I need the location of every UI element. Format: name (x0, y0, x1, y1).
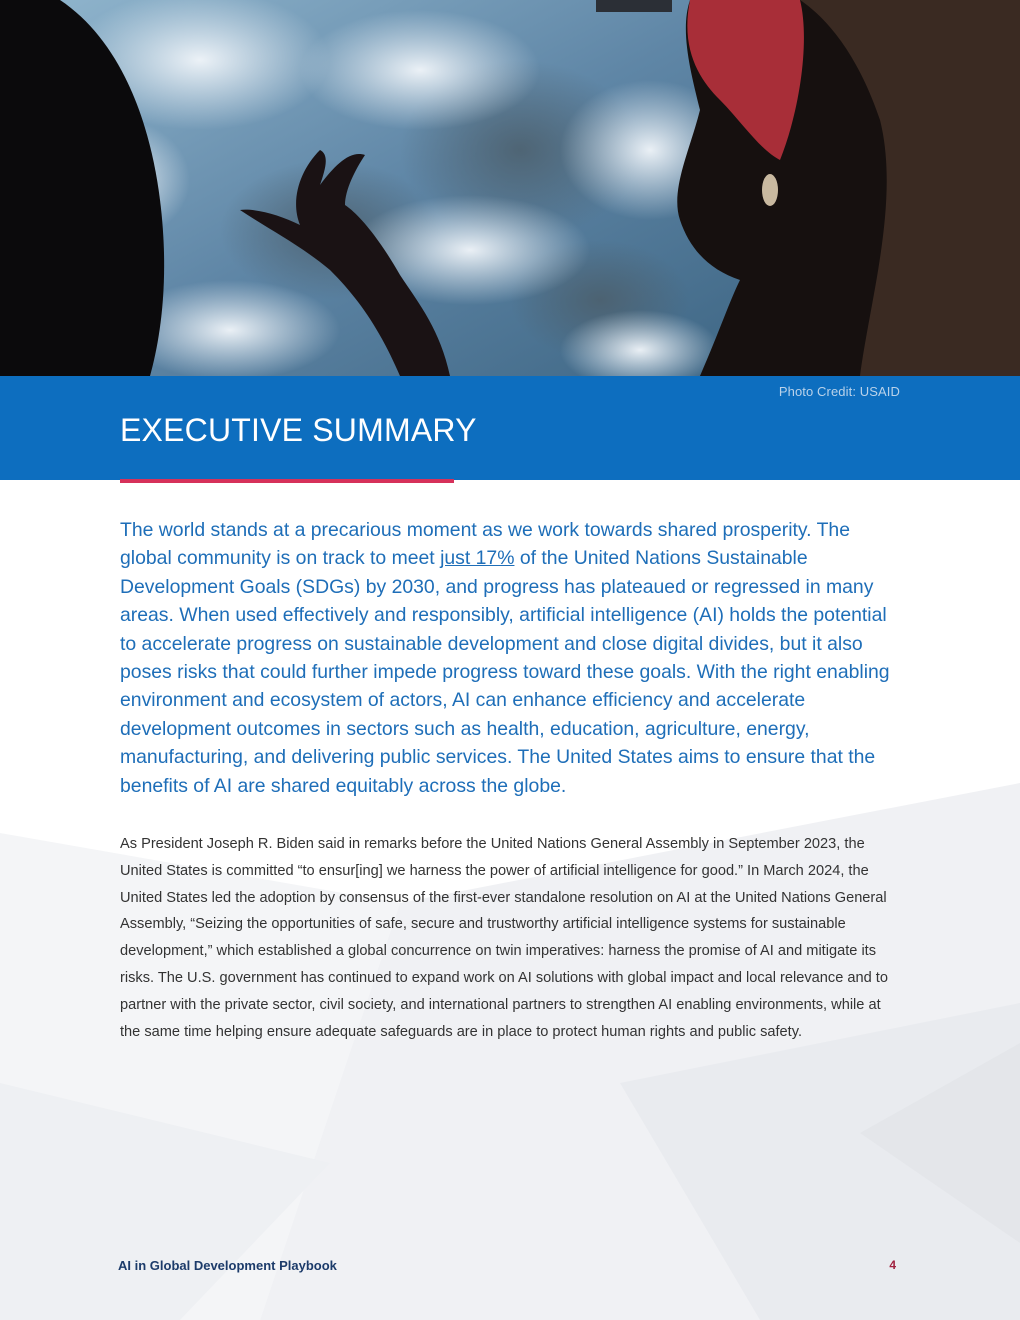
lead-text-end: of the United Nations Sustainable Development Goals (SDGs) by 2030, and progress has plateaued or regressed in many areas. When used effectively and responsibly, artificial intelligence (AI) holds the potential to accelerate progress on sustainable development and close digital divides, but it also poses risks that could further impede progress toward these goals. With the right enabling environment and ecosystem of actors, AI can enhance efficiency and accelerate development outcomes in sectors such as health, education, agriculture, energy, manufacturing, and delivering public services. The United States aims to ensure that the benefits of AI are shared equitably across the globe. (120, 547, 890, 797)
photo-credit: Photo Credit: USAID (778, 384, 900, 399)
sdg-progress-link[interactable]: just 17% (440, 547, 515, 570)
footer-document-title: AI in Global Development Playbook (118, 1258, 337, 1273)
lead-text-start: The world stands at a precarious moment as we work towards shared prosperity. The global community is on track to meet (120, 519, 850, 570)
page-number: 4 (889, 1258, 896, 1272)
title-banner (0, 376, 1020, 480)
body-paragraph: As President Joseph R. Biden said in remarks before the United Nations General Assembly in September 2023, the United States is committed “to ensur[ing] we harness the power of artificial intelligence for good.” In March 2024, the United States led the adoption by consensus of the first-ever standalone resolution on AI at the United Nations General Assembly, “Seizing the opportunities of safe, secure and trustworthy artificial intelligence systems for sustainable development,” which established a global concurrence on twin imperatives: harness the promise of AI and mitigate its risks. The U.S. government has continued to expand work on AI solutions with global impact and local relevance and to partner with the private sector, civil society, and international partners to strengthen AI enabling environments, while at the same time helping ensure adequate safeguards are in place to protect human rights and public safety. (120, 836, 888, 1040)
lead-paragraph (120, 516, 902, 800)
page-title: EXECUTIVE SUMMARY (120, 412, 477, 448)
hero-photo-illustration (0, 0, 1020, 376)
hero-photo (0, 0, 1020, 376)
